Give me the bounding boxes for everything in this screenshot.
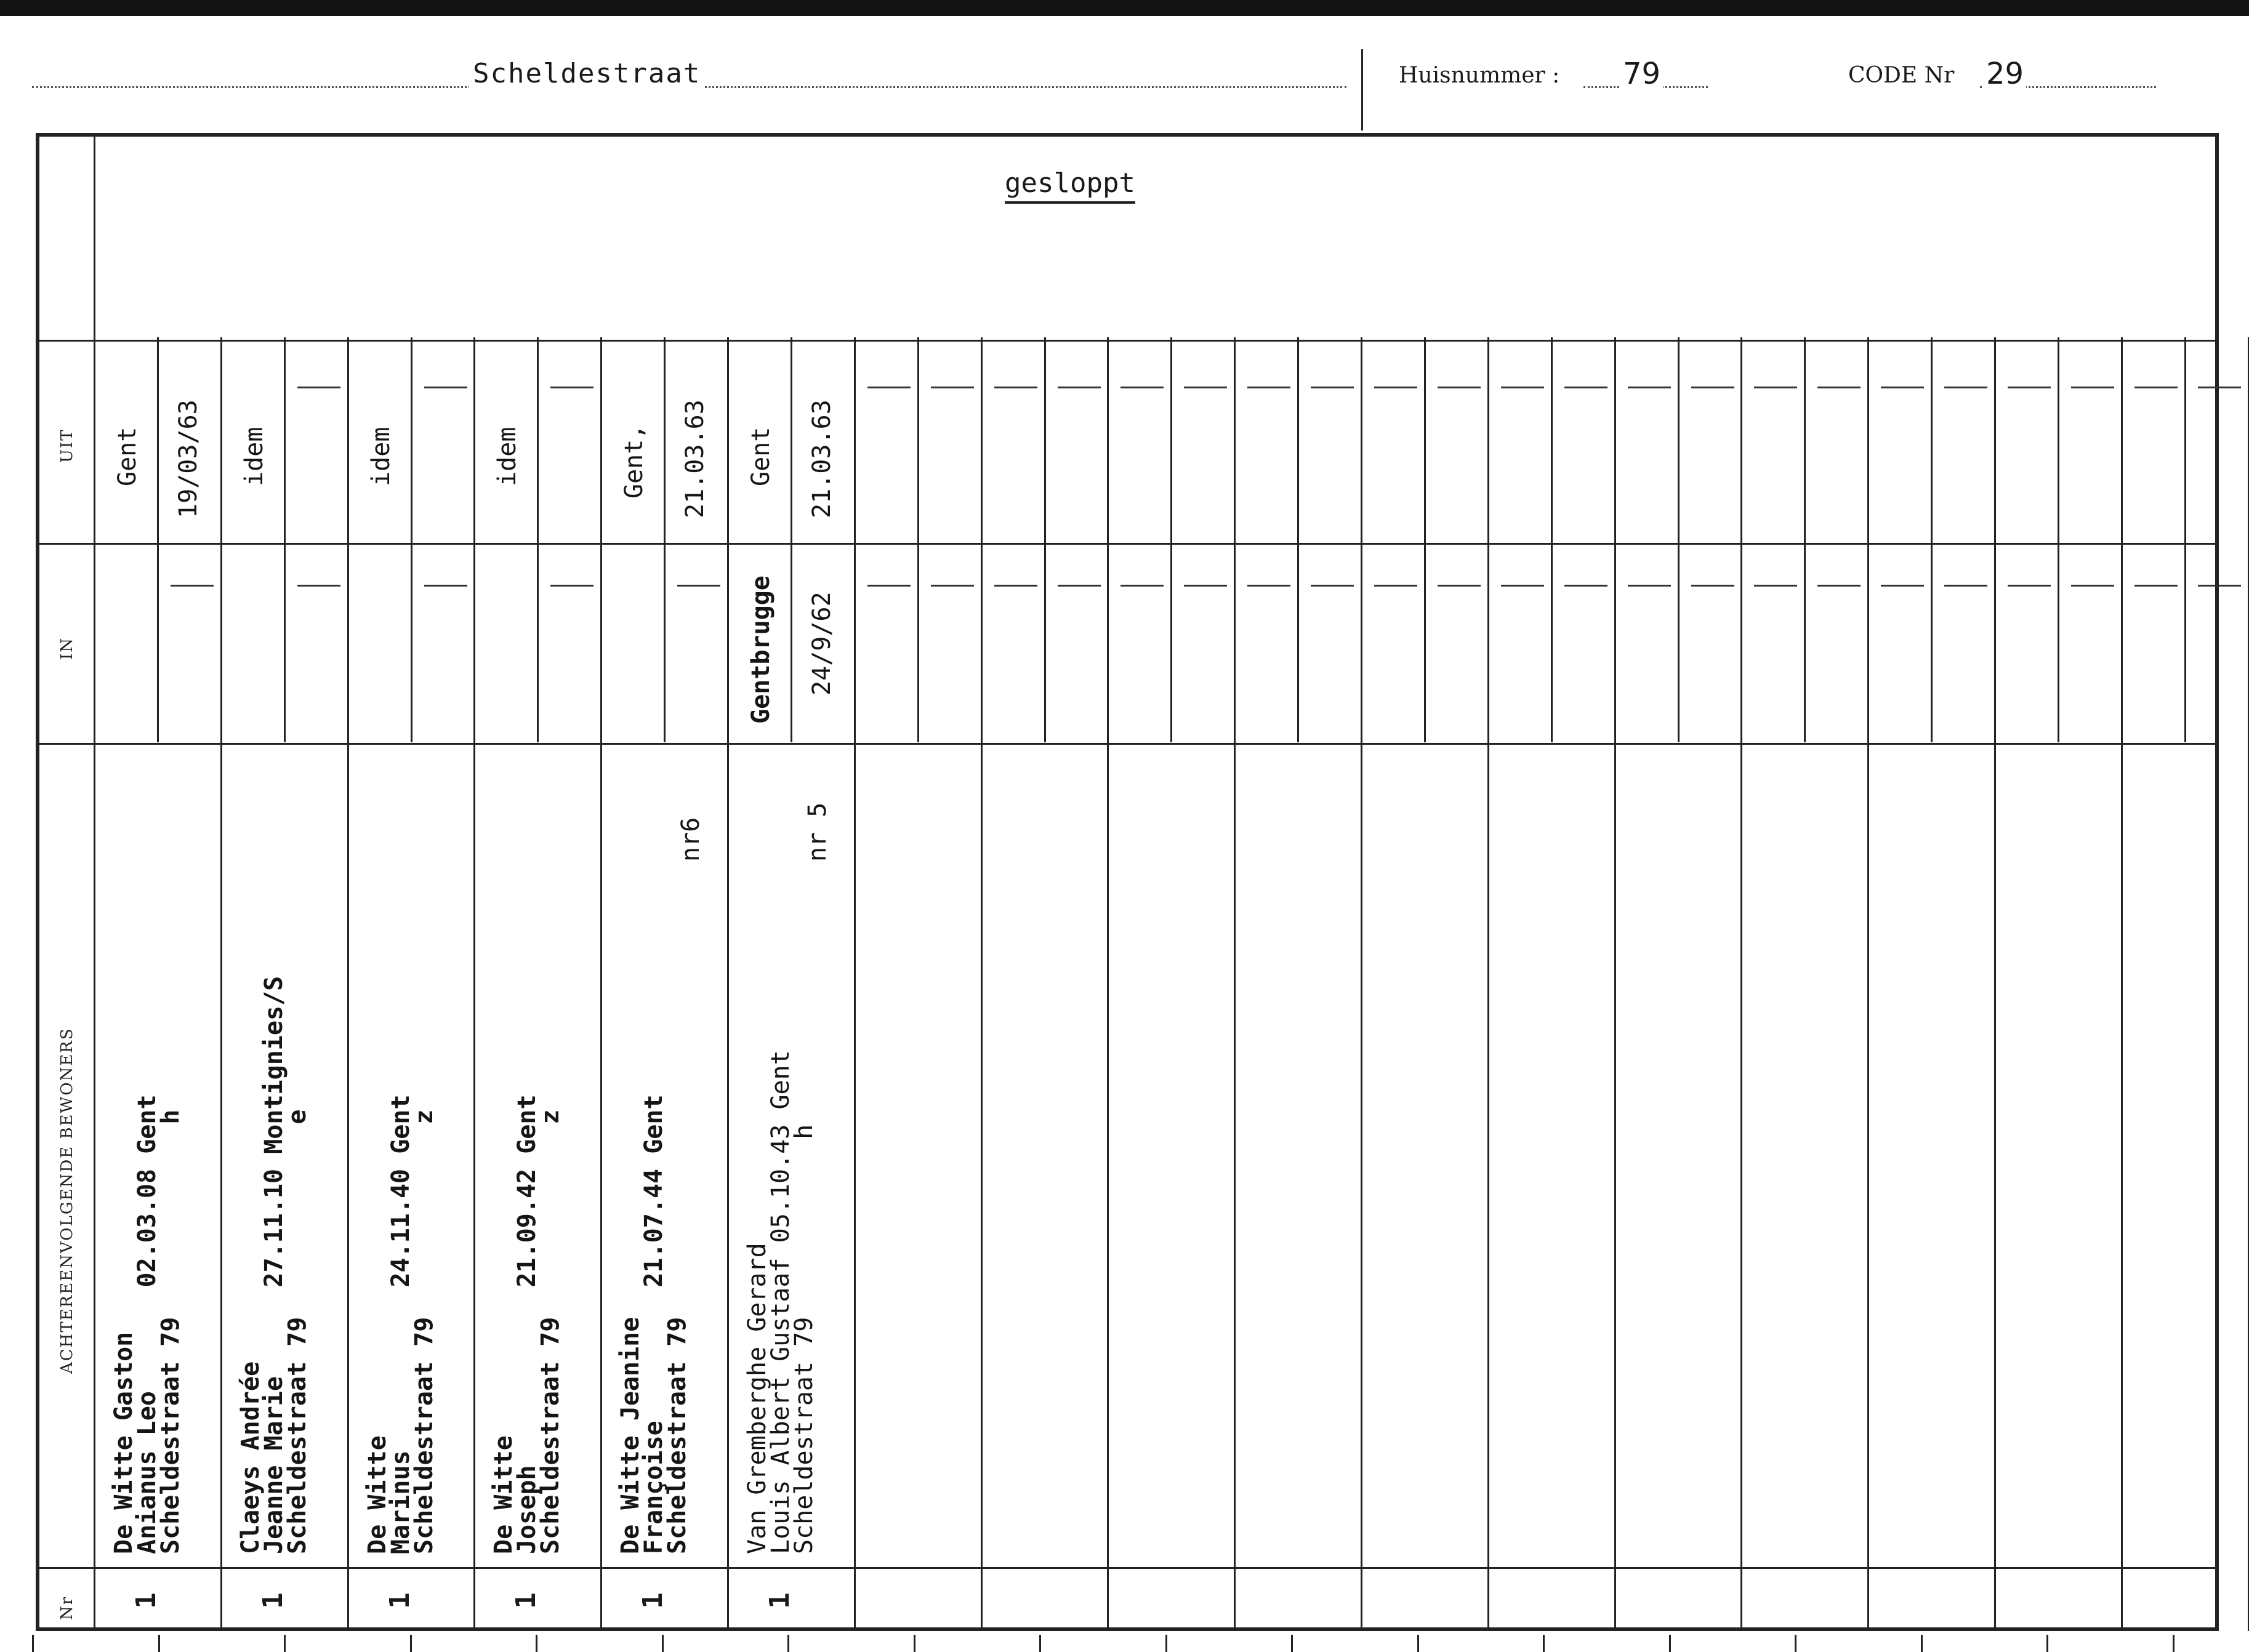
in-dash-6 — [931, 585, 974, 587]
status-note: gesloppt — [1005, 167, 1135, 204]
uit-dash-left-9 — [1247, 387, 1290, 388]
row-number-1: 1 — [257, 1592, 289, 1609]
in-dash-left-6 — [867, 585, 911, 587]
sub-column-line-4 — [664, 337, 666, 742]
in-dash-left-12 — [1628, 585, 1671, 587]
resident-line: Scheldestraat 79 e — [283, 1109, 312, 1554]
column-line-11 — [1487, 337, 1489, 1631]
bottom-tick — [2046, 1635, 2048, 1652]
bottom-tick — [1921, 1635, 1923, 1652]
uit-date-4: 21.03.63 — [681, 399, 709, 518]
resident-line: De Witte Jeanine — [616, 1317, 645, 1554]
sub-column-line-8 — [1170, 337, 1172, 742]
resident-entry-0 — [110, 1094, 185, 1554]
sub-column-line-16 — [2184, 337, 2186, 742]
column-line-15 — [1994, 337, 1996, 1631]
column-line-9 — [1234, 337, 1236, 1631]
in-dash-left-9 — [1247, 585, 1290, 587]
in-dash-0 — [171, 585, 214, 587]
uit-dash-left-15 — [2008, 387, 2051, 388]
in-dash-left-11 — [1501, 585, 1544, 587]
column-line-14 — [1867, 337, 1869, 1631]
in-dash-4 — [677, 585, 720, 587]
scan-top-edge — [0, 0, 2249, 16]
in-dash-11 — [1564, 585, 1607, 587]
in-dash-left-10 — [1374, 585, 1417, 587]
bottom-tick — [1291, 1635, 1293, 1652]
section-border-top — [39, 340, 2219, 342]
uit-dash-left-8 — [1120, 387, 1164, 388]
bottom-tick — [1795, 1635, 1796, 1652]
uit-dash-left-13 — [1754, 387, 1797, 388]
in-dash-2 — [424, 585, 467, 587]
resident-line: Jeanne Marie 27.11.10 Montignies/S — [260, 976, 288, 1554]
resident-line: Scheldestraat 79 z — [536, 1109, 565, 1554]
section-label-residents: ACHTEREENVOLGENDE BEWONERS — [58, 1027, 76, 1374]
uit-dash-left-16 — [2134, 387, 2178, 388]
uit-dash-14 — [1944, 387, 1987, 388]
resident-annotation-5: nr 5 — [803, 802, 832, 862]
in-dash-left-7 — [994, 585, 1037, 587]
in-dash-10 — [1438, 585, 1481, 587]
bottom-tick — [158, 1635, 160, 1652]
uit-dash-left-10 — [1374, 387, 1417, 388]
resident-entry-1 — [236, 976, 312, 1554]
resident-line: De Witte — [489, 1435, 518, 1554]
uit-dash-15 — [2071, 387, 2114, 388]
bottom-tick — [1543, 1635, 1545, 1652]
resident-line: Scheldestraat 79 h — [790, 1124, 818, 1554]
section-border-in-residents — [39, 743, 2219, 745]
uit-dash-9 — [1311, 387, 1354, 388]
in-place-5: Gentbrugge — [747, 575, 775, 724]
in-dash-9 — [1311, 585, 1354, 587]
section-border-nr — [39, 1567, 2219, 1569]
bottom-tick — [536, 1635, 537, 1652]
in-dash-1 — [297, 585, 340, 587]
uit-place-2: idem — [367, 427, 395, 486]
in-dash-14 — [1944, 585, 1987, 587]
bottom-tick — [410, 1635, 412, 1652]
uit-dash-left-6 — [867, 387, 911, 388]
row-number-4: 1 — [637, 1592, 669, 1609]
uit-dash-10 — [1438, 387, 1481, 388]
uit-place-5: Gent — [747, 427, 775, 486]
bottom-tick — [284, 1635, 286, 1652]
resident-line: De Witte — [363, 1435, 392, 1554]
bottom-tick — [1417, 1635, 1419, 1652]
column-line-16 — [2121, 337, 2123, 1631]
sub-column-line-15 — [2058, 337, 2059, 742]
bottom-tick — [32, 1635, 34, 1652]
uit-date-5: 21.03.63 — [808, 399, 836, 518]
sub-column-line-1 — [284, 337, 286, 742]
sub-column-line-2 — [411, 337, 412, 742]
column-line-8 — [1107, 337, 1109, 1631]
column-line-2 — [347, 337, 349, 1631]
resident-line: Françoise 21.07.44 Gent — [640, 1094, 668, 1554]
code-value: 29 — [1984, 57, 2026, 91]
resident-line: Louis Albert Gustaaf 05.10.43 Gent — [766, 1050, 795, 1554]
bottom-tick — [2173, 1635, 2175, 1652]
sub-column-line-11 — [1551, 337, 1553, 742]
street-name: Scheldestraat — [469, 58, 704, 89]
row-number-0: 1 — [130, 1592, 162, 1609]
bottom-tick — [1039, 1635, 1041, 1652]
section-label-uit: UIT — [58, 428, 76, 463]
uit-dash-left-14 — [1881, 387, 1924, 388]
uit-place-3: idem — [493, 427, 521, 486]
uit-dash-11 — [1564, 387, 1607, 388]
in-dash-13 — [1817, 585, 1861, 587]
in-dash-12 — [1691, 585, 1734, 587]
uit-dash-13 — [1817, 387, 1861, 388]
in-dash-7 — [1058, 585, 1101, 587]
in-dash-left-14 — [1881, 585, 1924, 587]
sub-column-line-3 — [537, 337, 539, 742]
in-dash-left-13 — [1754, 585, 1797, 587]
in-dash-16 — [2198, 585, 2241, 587]
column-line-6 — [854, 337, 856, 1631]
uit-dash-8 — [1184, 387, 1227, 388]
resident-line: Scheldestraat 79 — [663, 1317, 691, 1554]
in-dash-left-16 — [2134, 585, 2178, 587]
sub-column-line-5 — [791, 337, 792, 742]
resident-entry-4 — [616, 1094, 691, 1554]
bottom-tick — [1165, 1635, 1167, 1652]
uit-dash-16 — [2198, 387, 2241, 388]
resident-entry-2 — [363, 1094, 438, 1554]
sub-column-line-0 — [157, 337, 159, 742]
in-dash-8 — [1184, 585, 1227, 587]
bottom-tick — [1669, 1635, 1671, 1652]
uit-place-1: idem — [240, 427, 268, 486]
in-dash-left-15 — [2008, 585, 2051, 587]
in-dash-left-8 — [1120, 585, 1164, 587]
in-dash-3 — [550, 585, 593, 587]
bottom-tick — [662, 1635, 664, 1652]
resident-entry-3 — [489, 1094, 565, 1554]
row-number-2: 1 — [384, 1592, 416, 1609]
resident-record-card — [36, 133, 2219, 1631]
uit-dash-1 — [297, 387, 340, 388]
in-dash-15 — [2071, 585, 2114, 587]
resident-line: Joseph 21.09.42 Gent — [513, 1094, 541, 1554]
uit-dash-left-7 — [994, 387, 1037, 388]
resident-line: Anianus Leo 02.03.08 Gent — [133, 1094, 161, 1554]
section-label-nr: Nr — [58, 1595, 76, 1620]
column-line-10 — [1361, 337, 1362, 1631]
resident-line: Scheldestraat 79 h — [156, 1109, 185, 1554]
column-line-5 — [727, 337, 729, 1631]
uit-place-0: Gent — [113, 427, 142, 486]
resident-line: Marinus 24.11.40 Gent — [387, 1094, 415, 1554]
resident-annotation-4: nr6 — [677, 817, 705, 862]
sub-column-line-13 — [1804, 337, 1806, 742]
resident-line: Claeys Andrée — [236, 1361, 265, 1554]
column-line-1 — [220, 337, 222, 1631]
house-number-value: 79 — [1620, 57, 1663, 91]
column-line-0 — [94, 337, 95, 1631]
uit-dash-12 — [1691, 387, 1734, 388]
house-number-label: Huisnummer : — [1399, 63, 1560, 88]
column-line-4 — [600, 337, 602, 1631]
sub-column-line-6 — [917, 337, 919, 742]
uit-dash-left-12 — [1628, 387, 1671, 388]
code-label: CODE Nr — [1848, 63, 1955, 88]
resident-line: De Witte Gaston — [110, 1331, 138, 1554]
uit-dash-3 — [550, 387, 593, 388]
sub-column-line-7 — [1044, 337, 1046, 742]
row-number-5: 1 — [763, 1592, 795, 1609]
sub-column-line-9 — [1297, 337, 1299, 742]
uit-place-4: Gent, — [620, 424, 648, 499]
uit-dash-left-11 — [1501, 387, 1544, 388]
column-line-12 — [1614, 337, 1616, 1631]
section-border-uit-in — [39, 543, 2219, 545]
uit-dash-7 — [1058, 387, 1101, 388]
uit-date-0: 19/03/63 — [174, 399, 203, 518]
sub-column-line-12 — [1678, 337, 1680, 742]
sub-column-line-10 — [1424, 337, 1426, 742]
bottom-tick — [787, 1635, 789, 1652]
header-divider — [1361, 49, 1363, 130]
in-date-5: 24/9/62 — [808, 591, 836, 696]
sub-column-line-14 — [1931, 337, 1933, 742]
bottom-tick — [914, 1635, 915, 1652]
uit-dash-6 — [931, 387, 974, 388]
section-label-in: IN — [58, 636, 76, 660]
uit-dash-2 — [424, 387, 467, 388]
column-line-3 — [473, 337, 475, 1631]
resident-line: Scheldestraat 79 z — [410, 1109, 438, 1554]
column-line-13 — [1740, 337, 1742, 1631]
resident-entry-5 — [743, 1050, 818, 1554]
column-line-7 — [981, 337, 983, 1631]
row-number-3: 1 — [510, 1592, 542, 1609]
resident-line: Van Gremberghe Gerard — [743, 1243, 771, 1554]
